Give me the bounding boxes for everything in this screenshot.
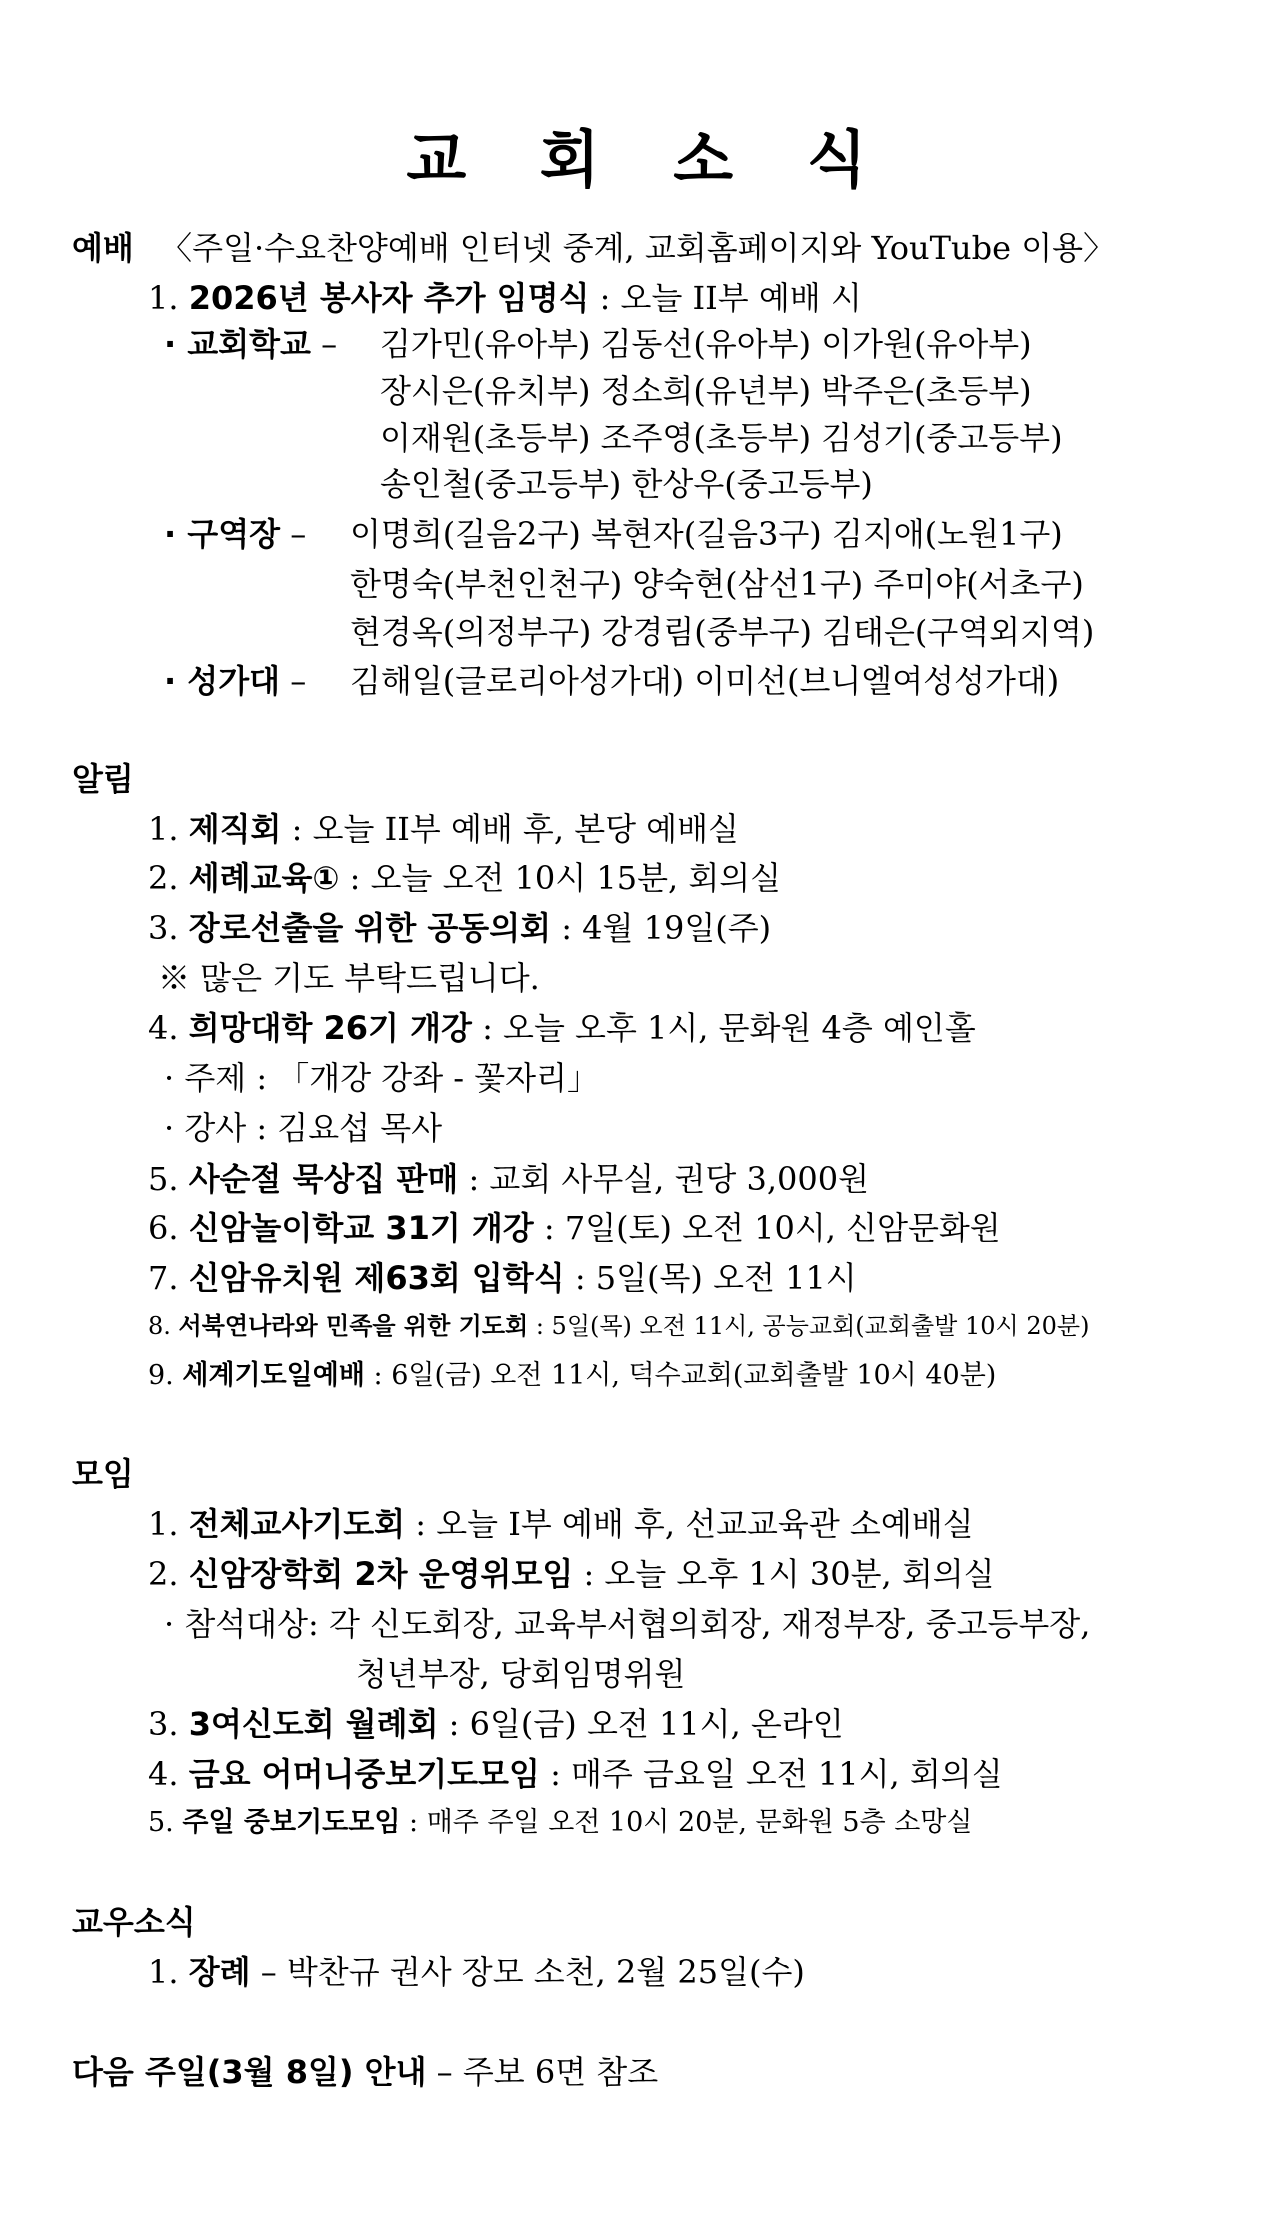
worship-header (72, 229, 1116, 267)
notice-item (148, 1362, 996, 1389)
item-text: : 오늘 I부 예배 후, 선교교육관 소예배실 (415, 1505, 974, 1543)
school-line: 송인철(중고등부) 한상우(중고등부) (380, 465, 873, 503)
worship-heading: 예배 (72, 229, 134, 267)
school-line: 이재원(초등부) 조주영(초등부) 김성기(중고등부) (380, 419, 1063, 457)
item-text: : 6일(금) 오전 11시, 온라인 (448, 1705, 844, 1743)
item-label: 금요 어머니중보기도모임 (188, 1755, 540, 1793)
item-text: : 오늘 오후 1시 30분, 회의실 (583, 1555, 995, 1593)
meeting-subitem: 청년부장, 당회임명위원 (356, 1655, 686, 1693)
notice-subitem: · 주제 : 「개강 강좌 - 꽃자리」 (164, 1059, 600, 1097)
item-text: : 교회 사무실, 권당 3,000원 (468, 1160, 869, 1198)
choir-label: · 성가대 (164, 662, 281, 700)
item-text: : 오늘 II부 예배 후, 본당 예배실 (291, 810, 739, 848)
worship-subtitle: 〈주일·수요찬양예배 인터넷 중계, 교회홈페이지와 YouTube 이용〉 (160, 229, 1116, 267)
item-number: 8. (148, 1312, 171, 1340)
item-number: 1. (148, 810, 179, 848)
item-label: 3여신도회 월례회 (188, 1705, 439, 1743)
item-text: : 7일(토) 오전 10시, 신암문화원 (543, 1209, 1001, 1247)
district-line: 이명희(길음2구) 복현자(길음3구) 김지애(노원1구) (350, 515, 1063, 553)
item-label: 신암장학회 2차 운영위모임 (188, 1555, 574, 1593)
meeting-subitem: · 참석대상: 각 신도회장, 교육부서협의회장, 재정부장, 중고등부장, (164, 1605, 1091, 1643)
item-text: – 박찬규 권사 장모 소천, 2월 25일(수) (260, 1953, 805, 1991)
item-number: 7. (148, 1259, 179, 1297)
school-dash: – (321, 325, 338, 363)
item-number: 4. (148, 1755, 179, 1793)
notice-item (148, 1009, 976, 1047)
item-number: 3. (148, 1705, 179, 1743)
item-number: 9. (148, 1360, 174, 1391)
meeting-item (148, 1555, 995, 1593)
item-text: : 매주 주일 오전 10시 20분, 문화원 5층 소망실 (409, 1807, 973, 1838)
notice-item (148, 1259, 857, 1297)
item-text: : 오늘 오전 10시 15분, 회의실 (349, 859, 782, 897)
notice-item (148, 859, 782, 897)
next-week-label: 다음 주일(3월 8일) 안내 (72, 2053, 427, 2091)
item-label: 장로선출을 위한 공동의회 (188, 909, 552, 947)
item-number: 2. (148, 1555, 179, 1593)
item-text: : 5일(목) 오전 11시, 공능교회(교회출발 10시 20분) (535, 1312, 1090, 1340)
page-title: 교 회 소 식 (406, 123, 869, 196)
district-label: · 구역장 (164, 515, 281, 553)
district-line: 한명숙(부천인천구) 양숙현(삼선1구) 주미야(서초구) (350, 565, 1084, 603)
item-number: 6. (148, 1209, 179, 1247)
item-number: 5. (148, 1807, 174, 1838)
choir-row (164, 662, 307, 700)
item-number: 1. (148, 1953, 179, 1991)
item-label: 신암놀이학교 31기 개강 (188, 1209, 534, 1247)
notice-item (148, 1160, 869, 1198)
item-label: 주일 중보기도모임 (182, 1807, 401, 1838)
item-number: 1. (148, 279, 179, 317)
worship-item-1 (148, 279, 862, 317)
members-item (148, 1953, 805, 1991)
item-text: : 4월 19일(주) (561, 909, 772, 947)
next-week-text: – 주보 6면 참조 (436, 2053, 659, 2091)
item-label: 희망대학 26기 개강 (188, 1009, 472, 1047)
meeting-item (148, 1755, 1003, 1793)
meeting-item (148, 1705, 844, 1743)
notice-item (148, 1209, 1001, 1247)
item-text: : 5일(목) 오전 11시 (574, 1259, 857, 1297)
district-dash: – (290, 515, 307, 553)
next-week-row (72, 2053, 659, 2091)
item-number: 5. (148, 1160, 179, 1198)
notice-item (148, 909, 772, 947)
notices-heading: 알림 (72, 760, 134, 798)
members-heading: 교우소식 (72, 1903, 196, 1941)
notice-subitem: · 강사 : 김요섭 목사 (164, 1109, 443, 1147)
district-row (164, 515, 307, 553)
choir-line: 김해일(글로리아성가대) 이미선(브니엘여성성가대) (350, 662, 1060, 700)
school-line: 김가민(유아부) 김동선(유아부) 이가원(유아부) (380, 325, 1032, 363)
item-label: 서북연나라와 민족을 위한 기도회 (178, 1312, 529, 1340)
meetings-heading: 모임 (72, 1455, 134, 1493)
item-text: : 6일(금) 오전 11시, 덕수교회(교회출발 10시 40분) (373, 1360, 997, 1391)
district-line: 현경옥(의정부구) 강경림(중부구) 김태은(구역외지역) (350, 613, 1095, 651)
item-label: 제직회 (188, 810, 282, 848)
item-label: 장례 (188, 1953, 251, 1991)
item-label: 세계기도일예배 (182, 1360, 365, 1391)
notice-item (148, 810, 739, 848)
school-label: · 교회학교 (164, 325, 311, 363)
meeting-item (148, 1505, 974, 1543)
school-line: 장시은(유치부) 정소희(유년부) 박주은(초등부) (380, 372, 1032, 410)
item-label: 전체교사기도회 (188, 1505, 406, 1543)
choir-dash: – (290, 662, 307, 700)
item-text: : 매주 금요일 오전 11시, 회의실 (550, 1755, 1003, 1793)
item-text: : 오늘 II부 예배 시 (599, 279, 862, 317)
notice-item (148, 1314, 1089, 1338)
item-label: 2026년 봉사자 추가 임명식 (188, 279, 590, 317)
item-number: 2. (148, 859, 179, 897)
item-label: 사순절 묵상집 판매 (188, 1160, 459, 1198)
meeting-item (148, 1809, 972, 1836)
item-text: : 오늘 오후 1시, 문화원 4층 예인홀 (482, 1009, 976, 1047)
notice-note: ※ 많은 기도 부탁드립니다. (158, 959, 540, 997)
school-row (164, 325, 338, 363)
item-number: 4. (148, 1009, 179, 1047)
item-label: 신암유치원 제63회 입학식 (188, 1259, 565, 1297)
item-number: 1. (148, 1505, 179, 1543)
item-number: 3. (148, 909, 179, 947)
item-label: 세례교육① (188, 859, 340, 897)
